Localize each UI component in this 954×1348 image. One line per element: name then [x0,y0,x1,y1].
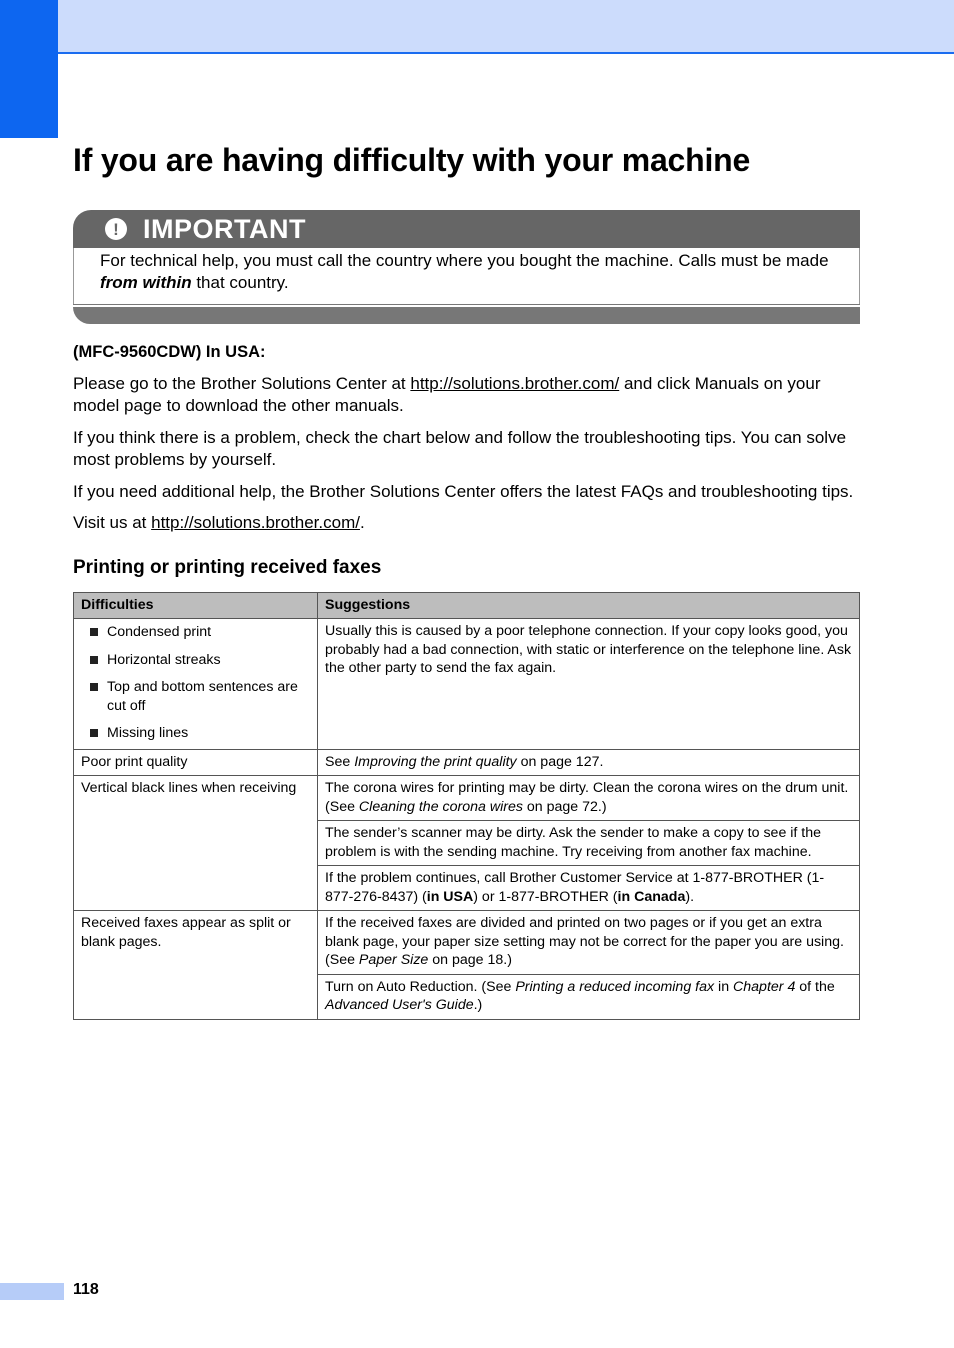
suggestion-ref: Cleaning the corona wires [358,798,523,815]
important-label: IMPORTANT [143,213,306,244]
list-item: Top and bottom sentences are cut off [81,678,310,715]
important-emphasis: from within [100,273,192,292]
list-item: Condensed print [81,623,310,642]
suggestion-text: of the [795,978,835,995]
chapter-tab [0,0,58,138]
suggestion-text: .) [473,997,483,1013]
solutions-link-2[interactable]: http://solutions.brother.com/ [151,513,360,532]
important-header [73,210,860,248]
suggestion-bold: in Canada [617,888,686,905]
list-item: Horizontal streaks [81,651,310,670]
table-row [74,776,860,821]
exclamation-icon: ! [105,218,127,240]
important-text [73,248,860,304]
table-header-row [74,593,860,619]
p1-text-end: and click Manuals on your model page to download the other manuals. [73,373,821,415]
paragraph-additional-help: If you need additional help, the Brother Solutions Center offers the latest FAQs and troubleshooting tips. [73,481,854,501]
important-box [73,210,860,324]
footer-bar [0,1283,64,1300]
important-footer-bar [73,307,860,324]
section-title: Printing or printing received faxes [73,556,382,578]
solutions-link-1[interactable]: http://solutions.brother.com/ [410,373,620,393]
p4-text-end: . [359,513,365,532]
main-content [73,341,863,1020]
suggestion-cell [318,749,860,776]
p1-text: Please go to the Brother Solutions Center at [73,373,411,393]
suggestion-text: The corona wires for printing may be dirty. Clean the corona wires on the drum unit. (See [325,780,849,815]
list-item: Missing lines [81,724,310,743]
suggestion-ref: Improving the print quality [354,753,517,770]
suggestion-ref: Printing a reduced incoming fax [515,978,715,995]
paragraph-solutions-center [73,373,863,418]
page-title: If you are having difficulty with your machine [73,142,751,178]
difficulty-cell: Poor print quality [74,749,318,776]
table-row [74,911,860,975]
important-rule [73,304,860,305]
usa-heading: (MFC-9560CDW) In USA: [73,343,266,361]
suggestion-text: Turn on Auto Reduction. (See [325,978,516,995]
paragraph-visit-us [73,512,863,535]
troubleshooting-table [73,592,860,1020]
suggestion-bold: in USA [426,888,474,905]
suggestion-text: on page 72.) [522,798,607,815]
suggestion-text: on page 18.) [428,952,512,968]
suggestion-ref: Advanced User's Guide [325,997,474,1013]
p4-text: Visit us at [73,513,152,532]
difficulty-cell [74,619,318,750]
header-band [58,0,954,54]
difficulty-cell: Received faxes appear as split or blank pages. [74,911,318,1020]
suggestion-cell: The sender’s scanner may be dirty. Ask the sender to make a copy to see if the problem is with the sending machine. Try receiving from another fax machine. [318,821,860,866]
paragraph-check-chart: If you think there is a problem, check the chart below and follow the troubleshooting tips. You can solve most problems by yourself. [73,427,847,469]
header-difficulties: Difficulties [74,593,318,619]
page-number: 118 [73,1281,99,1298]
suggestion-text: If the problem continues, call Brother Customer Service at 1-877-BROTHER (1-877-276-8437) ( [325,870,825,905]
suggestion-text: See [325,753,355,770]
suggestion-text: ) or 1-877-BROTHER ( [473,888,618,905]
suggestion-text: in [714,978,734,995]
suggestion-cell: Usually this is caused by a poor telephone connection. If your copy looks good, you probably had a bad connection, with static or interference on the telephone line. Ask the other party to send the fax again. [318,619,860,750]
suggestion-ref: Chapter 4 [733,978,796,995]
important-text-end: that country. [191,273,289,292]
suggestion-cell [318,911,860,975]
table-row [74,749,860,776]
difficulty-cell: Vertical black lines when receiving [74,776,318,911]
suggestion-cell [318,866,860,911]
suggestion-cell [318,776,860,821]
difficulty-list [81,623,310,743]
header-suggestions: Suggestions [318,593,860,619]
suggestion-text: If the received faxes are divided and printed on two pages or if you get an extra blank page, your paper size setting may not be correct for the paper you are using. (See [325,915,844,968]
table-row [74,619,860,750]
suggestion-text: on page 127. [516,753,604,770]
suggestion-ref: Paper Size [358,952,429,968]
suggestion-cell [318,974,860,1019]
suggestion-text: ). [685,888,695,905]
important-text-start: For technical help, you must call the country where you bought the machine. Calls must be made [100,251,829,270]
